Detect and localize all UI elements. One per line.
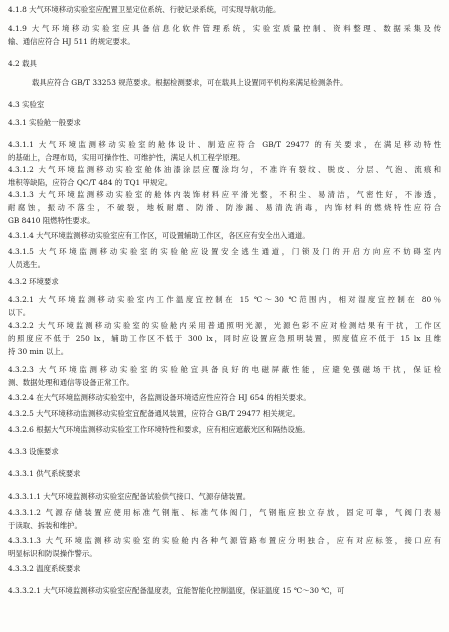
- section-heading: [8, 275, 441, 288]
- section-heading: [8, 467, 441, 480]
- paragraph-line: 4.3.2.5 大气环境移动监测移动实验室宜配备通风装置，应符合 GB/T 29477 相关规定。: [8, 409, 300, 418]
- paragraph: [8, 534, 441, 560]
- paragraph: [8, 229, 441, 242]
- paragraph: [8, 506, 441, 532]
- paragraph-line: 持 30 min 以上。: [8, 347, 69, 356]
- heading-text: 4.3.3.2 温度系统要求: [8, 564, 81, 573]
- section-heading: [8, 116, 441, 129]
- paragraph-line: 4.3.1.5 大气环境监测移动实验室的实验舱应设置安全逃生通道，门锁及门的开启方向应不妨碍室内: [8, 247, 441, 256]
- heading-text: 4.3 实验室: [8, 100, 45, 109]
- paragraph: [8, 163, 441, 189]
- paragraph: [8, 584, 441, 597]
- paragraph: [8, 363, 441, 389]
- paragraph-line: 载具应符合 GB/T 33253 规范要求。根据检测要求，可在载具上设置同平机构来满足检测条件。: [32, 78, 348, 87]
- section-heading: [8, 445, 441, 458]
- paragraph-line: GB 8410 阻燃特性要求。: [8, 216, 95, 225]
- paragraph-line: 4.3.3.2.1 大气环境监测移动实验室应配备温度表，宜能智能化控制温度，保证温度 15 ℃～30 ℃，可: [8, 586, 345, 595]
- paragraph-line: 4.1.9 大气环境移动实验室应具备信息化软件管理系统，实验室质量控制、资料整理、数据采集及传: [8, 24, 441, 33]
- paragraph-line: 输、通信应符合 HJ 511 的规定要求。: [8, 37, 135, 46]
- paragraph-line: 4.3.1.3 大气环境监测移动实验室的舱体内装饰材料应平滑光整，不积尘、易清洁，气密性好，不渗透，: [8, 190, 441, 199]
- paragraph: [8, 22, 441, 48]
- paragraph-line: 4.3.2.4 在大气环境监测移动实验室中，各监测设备环境适应性应符合 HJ 654 的相关要求。: [8, 393, 311, 402]
- paragraph-line: 堆积等缺陷，应符合 QC/T 484 的 TQ1 甲规定。: [8, 178, 173, 187]
- heading-text: 4.3.3.1 供气系统要求: [8, 469, 81, 478]
- paragraph: [8, 3, 441, 16]
- paragraph-line: 测、数据处理和通信等设备正常工作。: [8, 378, 134, 387]
- paragraph-line: 4.3.2.3 大气环境监测移动实验室的实验舱宜具备良好的电磁屏蔽性能，应避免强磁场干扰，保证检: [8, 365, 441, 374]
- paragraph-line: 的基础上，合理布局，实用可操作性、可维护性，满足人机工程学原理。: [8, 153, 245, 162]
- section-heading: [8, 562, 441, 575]
- paragraph-line: 4.3.3.1.3 大气环境监测移动实验室的实验舱内各种气源管路布置应分明独合，应有对应标签，接口应有: [8, 536, 441, 545]
- paragraph: [8, 293, 441, 319]
- paragraph-line: 4.3.1.1 大气环境监测移动实验室的舱体设计、制造应符合 GB/T 29477 的有关要求，在满足移动特性: [8, 140, 441, 149]
- paragraph-line: 于读取、拆装和维护。: [8, 521, 82, 530]
- paragraph: [8, 391, 441, 404]
- heading-text: 4.3.1 实验舱一般要求: [8, 118, 81, 127]
- section-heading: [8, 57, 441, 70]
- paragraph: [8, 188, 441, 227]
- paragraph-line: 明显标识和防误操作警示。: [8, 549, 97, 558]
- paragraph: [8, 407, 441, 420]
- paragraph: [8, 319, 441, 358]
- paragraph-line: 4.1.8 大气环境移动实验室应配置卫星定位系统、行驶记录系统，可实现导航功能。: [8, 5, 281, 14]
- paragraph: [8, 423, 441, 436]
- paragraph-line: 耐腐蚀，振动不落尘，不破裂，地板耐磨、防滑、防渗漏、易清洗消毒，内饰材料的燃烧特性应符合: [8, 203, 441, 212]
- paragraph-line: 4.3.3.1.1 大气环境监测移动实验室应配备试验供气接口、气源存储装置。: [8, 492, 251, 501]
- section-heading: [8, 98, 441, 111]
- paragraph: [8, 138, 441, 164]
- paragraph-line: 4.3.1.2 大气环境监测移动实验室舱体油漆涂层应覆涂均匀，不准许有裂纹、脱皮、分层、气泡、流痕和: [8, 165, 441, 174]
- paragraph: [8, 490, 441, 503]
- paragraph: [8, 76, 441, 89]
- paragraph-line: 4.3.1.4 大气环境监测移动实验室应有工作区，可设置辅助工作区，各区应有安全出入通道。: [8, 231, 310, 240]
- paragraph-line: 以下。: [8, 308, 31, 317]
- paragraph-line: 4.3.3.1.2 气源存储装置应使用标准气钢瓶、标准气体阀门，气钢瓶应独立存放，固定可靠，气阀门表易: [8, 508, 441, 517]
- heading-text: 4.3.3 设施要求: [8, 447, 59, 456]
- paragraph-line: 人员逃生。: [8, 260, 45, 269]
- paragraph: [8, 245, 441, 271]
- heading-text: 4.2 载具: [8, 59, 37, 68]
- paragraph-line: 4.3.2.1 大气环境监测移动实验室内工作温度宜控制在 15 ℃～30 ℃范围内，相对湿度宜控制在 80％: [8, 295, 441, 304]
- paragraph-line: 4.3.2.2 大气环境监测移动实验室的实验舱内采用普通照明光源，光源色彩不应对检测结果有干扰，工作区: [8, 321, 441, 330]
- heading-text: 4.3.2 环境要求: [8, 277, 59, 286]
- paragraph-line: 4.3.2.6 根据大气环境监测移动实验室工作环境特性和要求，应有相应遮蔽光区和隔热设施。: [8, 425, 310, 434]
- paragraph-line: 的照度应不低于 250 lx，辅助工作区不低于 300 lx，同时应设置应急照明装置，照度值应不低于 15 lx 且维: [8, 334, 441, 343]
